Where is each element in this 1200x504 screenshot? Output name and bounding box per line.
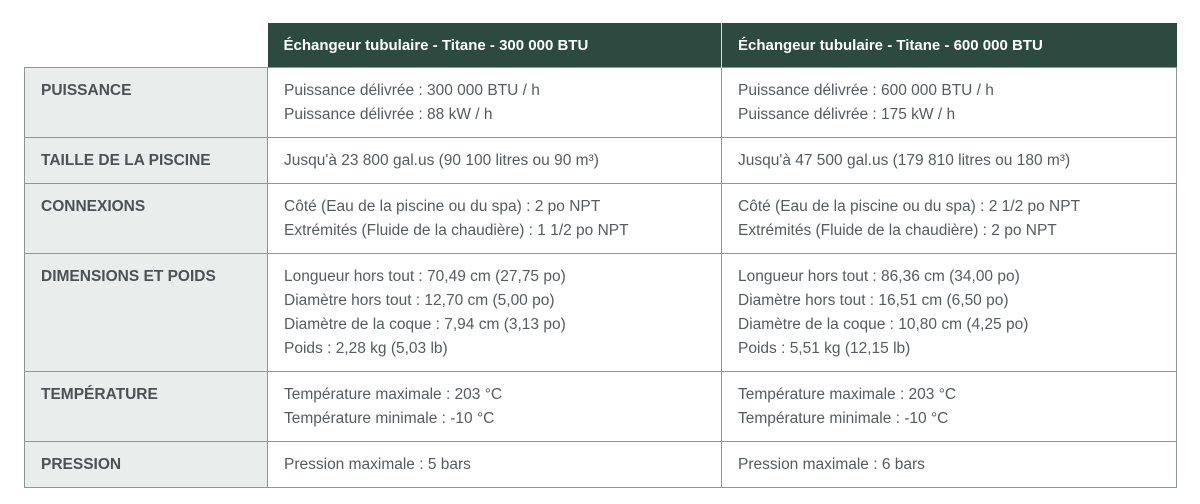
table-row-dimensions-poids [25,254,1177,372]
column-header-300000-btu: Échangeur tubulaire - Titane - 300 000 BTU [268,23,722,68]
spec-line: Pression maximale : 6 bars [738,456,925,473]
table-row-taille-piscine [25,138,1177,184]
spec-line: Poids : 5,51 kg (12,15 lb) [738,340,911,357]
spec-line: Diamètre hors tout : 12,70 cm (5,00 po) [284,292,555,309]
spec-line: Température minimale : -10 °C [738,410,949,427]
spec-line: Diamètre hors tout : 16,51 cm (6,50 po) [738,292,1009,309]
spec-line: Extrémités (Fluide de la chaudière) : 2 po NPT [738,222,1057,239]
row-label: TAILLE DE LA PISCINE [25,138,268,184]
spec-line: Puissance délivrée : 300 000 BTU / h [284,82,540,99]
spec-cell [268,138,722,184]
header-corner-cell [25,23,268,68]
spec-cell [268,442,722,488]
spec-line: Côté (Eau de la piscine ou du spa) : 2 po NPT [284,198,601,215]
spec-cell [268,184,722,254]
spec-cell [722,254,1177,372]
spec-table [24,23,1177,488]
spec-line: Côté (Eau de la piscine ou du spa) : 2 1/2 po NPT [738,198,1081,215]
spec-line: Puissance délivrée : 88 kW / h [284,106,493,123]
spec-line: Longueur hors tout : 70,49 cm (27,75 po) [284,268,566,285]
row-label: PRESSION [25,442,268,488]
spec-line: Extrémités (Fluide de la chaudière) : 1 1/2 po NPT [284,222,629,239]
spec-cell [268,254,722,372]
table-row-pression [25,442,1177,488]
row-label: PUISSANCE [25,68,268,138]
spec-line: Diamètre de la coque : 7,94 cm (3,13 po) [284,316,566,333]
spec-line: Puissance délivrée : 175 kW / h [738,106,956,123]
spec-line: Température minimale : -10 °C [284,410,495,427]
spec-line: Longueur hors tout : 86,36 cm (34,00 po) [738,268,1020,285]
spec-line: Puissance délivrée : 600 000 BTU / h [738,82,994,99]
spec-line: Pression maximale : 5 bars [284,456,471,473]
spec-cell [268,372,722,442]
row-label: DIMENSIONS ET POIDS [25,254,268,372]
header-row [25,23,1177,68]
spec-cell [722,68,1177,138]
column-header-600000-btu: Échangeur tubulaire - Titane - 600 000 BTU [722,23,1177,68]
row-label: CONNEXIONS [25,184,268,254]
spec-line: Diamètre de la coque : 10,80 cm (4,25 po) [738,316,1029,333]
table-row-puissance [25,68,1177,138]
spec-cell [722,372,1177,442]
table-row-temperature [25,372,1177,442]
spec-cell [722,138,1177,184]
table-row-connexions [25,184,1177,254]
spec-line: Jusqu'à 47 500 gal.us (179 810 litres ou 180 m³) [738,152,1071,169]
spec-line: Jusqu'à 23 800 gal.us (90 100 litres ou 90 m³) [284,152,599,169]
spec-line: Température maximale : 203 °C [738,386,957,403]
spec-line: Poids : 2,28 kg (5,03 lb) [284,340,448,357]
spec-cell [722,184,1177,254]
spec-cell [722,442,1177,488]
spec-line: Température maximale : 203 °C [284,386,503,403]
spec-cell [268,68,722,138]
row-label: TEMPÉRATURE [25,372,268,442]
